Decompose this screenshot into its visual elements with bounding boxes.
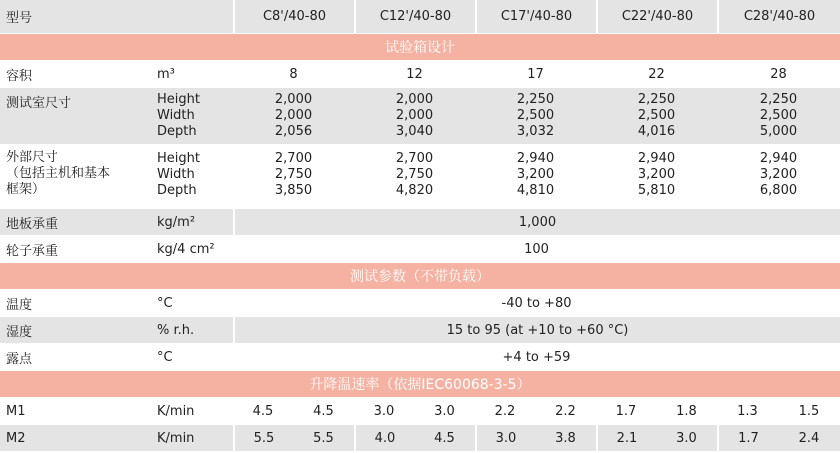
dim-height: Height <box>157 151 200 166</box>
value-cell: 17 <box>527 66 544 82</box>
model-header: C22'/40-80 <box>596 0 717 33</box>
row-unit: °C <box>157 349 173 365</box>
row-label: 温度 <box>6 297 33 313</box>
humidity-row <box>0 317 840 343</box>
value-height: 2,700 <box>274 151 313 166</box>
value-cell <box>717 88 840 144</box>
dim-labels <box>152 145 233 208</box>
value-height: 2,940 <box>637 151 676 166</box>
rate-cell: 4.5 <box>313 403 334 419</box>
label-line: 外部尺寸 <box>6 150 59 165</box>
section-title: 试验箱设计 <box>0 34 840 60</box>
value-depth: 3,032 <box>516 124 555 139</box>
row-unit: K/min <box>157 430 195 446</box>
model-header: C17'/40-80 <box>475 0 596 33</box>
section-header <box>0 371 840 397</box>
value-width: 2,000 <box>274 108 313 123</box>
value-height: 2,940 <box>759 151 798 166</box>
merged-value: -40 to +80 <box>501 295 572 311</box>
row-label: 地板承重 <box>0 209 152 235</box>
header-label: 型号 <box>6 11 33 26</box>
section-title: 测试参数（不带负载） <box>0 263 840 289</box>
row-label: 测试室尺寸 <box>6 96 72 111</box>
floor-load-row <box>0 209 840 235</box>
value-width: 3,200 <box>759 167 798 182</box>
section-title: 升降温速率（依据IEC60068-3-5） <box>0 371 840 397</box>
merged-value: 15 to 95 (at +10 to +60 °C) <box>233 317 840 343</box>
row-unit: °C <box>157 295 173 311</box>
rate-cell: 3.0 <box>475 425 535 451</box>
value-cell <box>233 145 354 208</box>
value-height: 2,700 <box>395 151 434 166</box>
value-width: 2,750 <box>274 167 313 182</box>
dim-height: Height <box>157 92 200 107</box>
dim-depth: Depth <box>157 124 197 139</box>
model-header: C8'/40-80 <box>233 0 354 33</box>
section-header <box>0 34 840 60</box>
rate-cell: 1.5 <box>798 403 820 419</box>
rate-cell: 4.5 <box>252 403 274 419</box>
value-cell <box>354 88 475 144</box>
value-depth: 4,810 <box>516 183 555 198</box>
value-width: 2,750 <box>395 167 434 182</box>
value-cell <box>717 145 840 208</box>
value-height: 2,000 <box>274 92 313 107</box>
value-cell <box>596 88 717 144</box>
volume-row <box>0 61 840 87</box>
test-chamber-row <box>0 88 840 144</box>
value-cell <box>233 88 354 144</box>
row-unit: K/min <box>157 403 195 419</box>
rate-cell: 1.7 <box>615 403 637 419</box>
rate-cell: 1.3 <box>737 403 758 419</box>
row-unit: kg/4 cm² <box>157 241 215 257</box>
wheel-load-row <box>0 236 840 262</box>
rate-cell: 2.1 <box>596 425 656 451</box>
value-cell <box>475 88 596 144</box>
value-width: 2,500 <box>637 108 676 123</box>
m1-row <box>0 398 840 424</box>
value-width: 3,200 <box>637 167 676 182</box>
rate-cell: 3.0 <box>676 430 697 446</box>
row-unit: % r.h. <box>152 317 233 343</box>
value-cell: 8 <box>289 66 298 82</box>
rate-cell: 2.4 <box>798 430 820 446</box>
rate-cell: 2.2 <box>555 403 576 419</box>
dim-labels <box>152 88 233 144</box>
rate-cell: 3.0 <box>434 403 455 419</box>
row-unit: kg/m² <box>152 209 233 235</box>
value-depth: 4,016 <box>637 124 676 139</box>
value-cell <box>475 145 596 208</box>
value-depth: 4,820 <box>395 183 434 198</box>
rate-cell: 4.5 <box>434 430 455 446</box>
rate-cell: 3.8 <box>555 430 576 446</box>
external-dims-row <box>0 145 840 208</box>
value-height: 2,940 <box>516 151 555 166</box>
value-depth: 3,850 <box>274 183 313 198</box>
value-height: 2,000 <box>395 92 434 107</box>
value-cell <box>354 145 475 208</box>
value-height: 2,250 <box>759 92 798 107</box>
m2-row <box>0 425 840 451</box>
value-cell <box>596 145 717 208</box>
section-header <box>0 263 840 289</box>
rate-cell: 1.7 <box>717 425 778 451</box>
value-depth: 3,040 <box>395 124 434 139</box>
value-width: 2,000 <box>395 108 434 123</box>
value-depth: 5,000 <box>759 124 798 139</box>
temperature-row <box>0 290 840 316</box>
model-header: C12'/40-80 <box>354 0 475 33</box>
row-label: 露点 <box>6 351 33 367</box>
model-header: C28'/40-80 <box>717 0 840 33</box>
label-line: （包括主机和基本 <box>6 166 111 181</box>
rate-cell: 4.0 <box>354 425 414 451</box>
merged-value: 100 <box>524 241 549 257</box>
value-cell: 22 <box>648 66 665 82</box>
row-label <box>0 145 152 208</box>
merged-value: 1,000 <box>233 209 840 235</box>
row-label: M2 <box>6 430 26 446</box>
row-label: M1 <box>6 403 26 419</box>
dew-point-row <box>0 344 840 370</box>
rate-cell: 2.2 <box>494 403 516 419</box>
value-height: 2,250 <box>637 92 676 107</box>
value-depth: 5,810 <box>637 183 676 198</box>
rate-cell: 5.5 <box>233 425 293 451</box>
row-unit: m³ <box>157 66 175 82</box>
rate-cell: 1.8 <box>676 403 697 419</box>
value-height: 2,250 <box>516 92 555 107</box>
value-depth: 6,800 <box>759 183 798 198</box>
value-cell: 28 <box>770 66 787 82</box>
rate-cell: 3.0 <box>373 403 395 419</box>
row-label: 容积 <box>6 68 33 84</box>
value-width: 2,500 <box>516 108 555 123</box>
dim-width: Width <box>157 167 195 182</box>
rate-cell: 5.5 <box>313 430 334 446</box>
row-label: 湿度 <box>0 317 152 343</box>
value-depth: 2,056 <box>274 124 313 139</box>
value-cell: 12 <box>406 66 423 82</box>
value-width: 3,200 <box>516 167 555 182</box>
dim-width: Width <box>157 108 195 123</box>
row-label: 轮子承重 <box>6 243 59 259</box>
merged-value: +4 to +59 <box>502 349 571 365</box>
value-width: 2,500 <box>759 108 798 123</box>
label-line: 框架） <box>6 182 46 197</box>
header-row <box>0 0 840 33</box>
dim-depth: Depth <box>157 183 197 198</box>
